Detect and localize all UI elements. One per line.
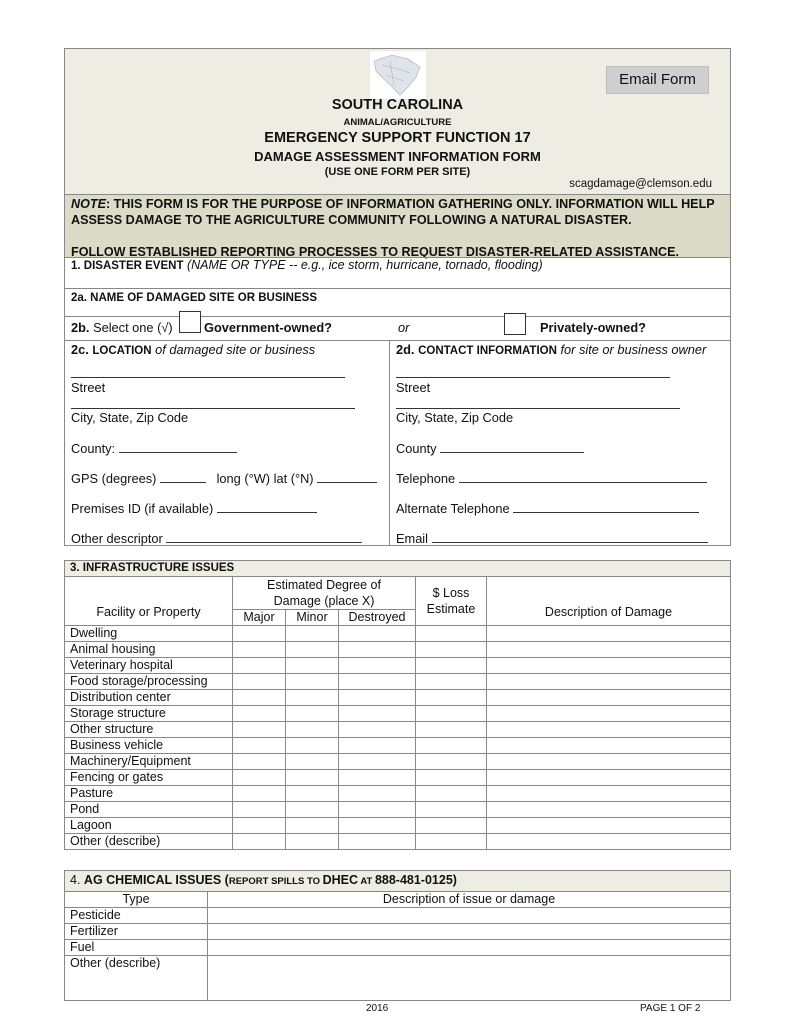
government-owned-checkbox[interactable] (179, 311, 201, 333)
description-cell[interactable] (487, 658, 731, 674)
infrastructure-row (65, 674, 731, 690)
facility-label: Food storage/processing (65, 674, 233, 690)
gps-input[interactable] (160, 470, 206, 483)
infrastructure-row (65, 738, 731, 754)
minor-cell[interactable] (286, 690, 339, 706)
chemical-row (65, 940, 731, 956)
col-minor: Minor (286, 610, 339, 626)
minor-cell[interactable] (286, 658, 339, 674)
chemical-description-cell[interactable] (208, 956, 731, 1001)
form-title: DAMAGE ASSESSMENT INFORMATION FORM (254, 149, 541, 164)
note-text: : THIS FORM IS FOR THE PURPOSE OF INFORMATION GATHERING ONLY. INFORMATION WILL HELP ASSESS DAMAGE TO THE AGRICULTURE COMMUNITY FOLLOWING A NATURAL DISASTER. (71, 197, 715, 227)
location-county-label: County: (71, 441, 116, 456)
alt-telephone-input[interactable] (513, 500, 699, 513)
description-cell[interactable] (487, 642, 731, 658)
loss-cell[interactable] (416, 626, 487, 642)
facility-label: Business vehicle (65, 738, 233, 754)
minor-cell[interactable] (286, 834, 339, 850)
description-cell[interactable] (487, 834, 731, 850)
facility-label: Storage structure (65, 706, 233, 722)
loss-cell[interactable] (416, 674, 487, 690)
note-section (64, 194, 731, 258)
location-label: LOCATION (92, 345, 152, 357)
form-instruction: (USE ONE FORM PER SITE) (324, 166, 471, 178)
facility-label: Other (describe) (65, 834, 233, 850)
state-title: SOUTH CAROLINA (331, 97, 464, 113)
description-cell[interactable] (487, 626, 731, 642)
chemical-description-cell[interactable] (208, 924, 731, 940)
infrastructure-row (65, 818, 731, 834)
description-cell[interactable] (487, 818, 731, 834)
facility-label: Pond (65, 802, 233, 818)
description-cell[interactable] (487, 690, 731, 706)
col-facility: Facility or Property (65, 577, 233, 626)
chemical-row (65, 956, 731, 1001)
minor-cell[interactable] (286, 674, 339, 690)
contact-hint: for site or business owner (560, 342, 707, 357)
major-cell[interactable] (233, 722, 286, 738)
chemical-row (65, 908, 731, 924)
destroyed-cell[interactable] (339, 786, 416, 802)
column-divider (389, 341, 390, 545)
government-owned-label: Government-owned? (204, 320, 332, 335)
premises-id-label: Premises ID (if available) (71, 501, 214, 516)
col-major: Major (233, 610, 286, 626)
loss-cell[interactable] (416, 690, 487, 706)
contact-county-input[interactable] (440, 440, 584, 453)
destroyed-cell[interactable] (339, 626, 416, 642)
contact-county-label: County (396, 441, 437, 456)
email-form-button[interactable]: Email Form (606, 66, 709, 94)
infrastructure-row (65, 642, 731, 658)
contact-street-label: Street (396, 380, 431, 395)
dhec-label: DHEC (322, 873, 359, 887)
loss-cell[interactable] (416, 786, 487, 802)
infrastructure-row (65, 626, 731, 642)
loss-cell[interactable] (416, 738, 487, 754)
contact-email-input[interactable] (432, 530, 708, 543)
or-label: or (398, 320, 410, 335)
telephone-input[interactable] (459, 470, 707, 483)
major-cell[interactable] (233, 770, 286, 786)
dhec-phone: 888-481-0125) (374, 873, 457, 887)
location-street-input[interactable] (71, 365, 345, 378)
note-label: NOTE (71, 197, 106, 211)
major-cell[interactable] (233, 642, 286, 658)
chemical-type-label: Pesticide (65, 908, 208, 924)
lat-input[interactable] (317, 470, 377, 483)
description-cell[interactable] (487, 754, 731, 770)
chemical-title-text: AG CHEMICAL ISSUES ( (83, 873, 229, 887)
location-contact-section (64, 340, 731, 546)
loss-cell[interactable] (416, 642, 487, 658)
chemical-type-label: Fuel (65, 940, 208, 956)
major-cell[interactable] (233, 674, 286, 690)
loss-cell[interactable] (416, 818, 487, 834)
gps-label: GPS (degrees) (71, 471, 157, 486)
disaster-event-field[interactable] (64, 257, 731, 289)
major-cell[interactable] (233, 754, 286, 770)
ownership-select-label: Select one (√) (93, 320, 173, 335)
destroyed-cell[interactable] (339, 722, 416, 738)
minor-cell[interactable] (286, 754, 339, 770)
site-name-field[interactable] (64, 288, 731, 317)
col-type: Type (65, 892, 208, 908)
function-title: EMERGENCY SUPPORT FUNCTION 17 (264, 130, 531, 146)
other-descriptor-label: Other descriptor (71, 531, 163, 546)
chemical-description-cell[interactable] (208, 940, 731, 956)
south-carolina-map-logo (370, 51, 426, 99)
minor-cell[interactable] (286, 626, 339, 642)
privately-owned-label: Privately-owned? (540, 320, 646, 335)
disaster-event-label: 1. DISASTER EVENT (71, 260, 184, 272)
infrastructure-row (65, 834, 731, 850)
destroyed-cell[interactable] (339, 690, 416, 706)
site-name-label: 2a. NAME OF DAMAGED SITE OR BUSINESS (71, 292, 318, 304)
facility-label: Veterinary hospital (65, 658, 233, 674)
minor-cell[interactable] (286, 818, 339, 834)
loss-cell[interactable] (416, 834, 487, 850)
footer-page: PAGE 1 OF 2 (640, 1003, 701, 1014)
infrastructure-title: 3. INFRASTRUCTURE ISSUES (65, 561, 731, 577)
loss-cell[interactable] (416, 658, 487, 674)
major-cell[interactable] (233, 738, 286, 754)
loss-cell[interactable] (416, 754, 487, 770)
chemical-type-label: Other (describe) (65, 956, 208, 1001)
major-cell[interactable] (233, 626, 286, 642)
minor-cell[interactable] (286, 642, 339, 658)
destroyed-cell[interactable] (339, 674, 416, 690)
minor-cell[interactable] (286, 706, 339, 722)
follow-text: FOLLOW ESTABLISHED REPORTING PROCESSES TO REQUEST DISASTER-RELATED ASSISTANCE. (71, 245, 680, 259)
premises-id-input[interactable] (217, 500, 317, 513)
footer-year: 2016 (366, 1003, 389, 1014)
description-cell[interactable] (487, 786, 731, 802)
infrastructure-row (65, 802, 731, 818)
alt-telephone-label: Alternate Telephone (396, 501, 510, 516)
major-cell[interactable] (233, 706, 286, 722)
facility-label: Animal housing (65, 642, 233, 658)
facility-label: Dwelling (65, 626, 233, 642)
contact-num: 2d. (396, 342, 415, 357)
contact-city-label: City, State, Zip Code (396, 410, 514, 425)
infrastructure-row (65, 770, 731, 786)
infrastructure-row (65, 658, 731, 674)
minor-cell[interactable] (286, 738, 339, 754)
form-header (64, 48, 731, 195)
destroyed-cell[interactable] (339, 642, 416, 658)
description-cell[interactable] (487, 802, 731, 818)
chemical-note: REPORT SPILLS TO (228, 876, 323, 887)
description-cell[interactable] (487, 706, 731, 722)
chemical-num: 4. (70, 873, 81, 887)
other-descriptor-input[interactable] (166, 530, 362, 543)
ownership-num: 2b. (71, 320, 90, 335)
facility-label: Pasture (65, 786, 233, 802)
minor-cell[interactable] (286, 802, 339, 818)
disaster-event-hint: (NAME OR TYPE -- e.g., ice storm, hurricane, tornado, flooding) (186, 258, 543, 272)
destroyed-cell[interactable] (339, 658, 416, 674)
description-cell[interactable] (487, 722, 731, 738)
description-cell[interactable] (487, 770, 731, 786)
location-street-label: Street (71, 380, 106, 395)
ownership-row (64, 316, 731, 341)
major-cell[interactable] (233, 802, 286, 818)
infrastructure-row (65, 706, 731, 722)
minor-cell[interactable] (286, 786, 339, 802)
contact-city-input[interactable] (396, 396, 680, 409)
contact-email-label: Email (396, 531, 428, 546)
subtitle: ANIMAL/AGRICULTURE (343, 117, 452, 128)
infrastructure-row (65, 786, 731, 802)
chemical-title (65, 871, 731, 892)
location-hint: of damaged site or business (155, 342, 316, 357)
col-degree: Estimated Degree of Damage (place X) (233, 577, 416, 610)
col-description: Description of Damage (487, 577, 731, 626)
infrastructure-table (64, 560, 731, 850)
major-cell[interactable] (233, 690, 286, 706)
location-county-input[interactable] (119, 440, 237, 453)
destroyed-cell[interactable] (339, 818, 416, 834)
description-cell[interactable] (487, 674, 731, 690)
facility-label: Other structure (65, 722, 233, 738)
destroyed-cell[interactable] (339, 802, 416, 818)
chemical-description-cell[interactable] (208, 908, 731, 924)
location-city-input[interactable] (71, 396, 355, 409)
chemical-row (65, 924, 731, 940)
infrastructure-row (65, 690, 731, 706)
col-issue-description: Description of issue or damage (208, 892, 731, 908)
loss-cell[interactable] (416, 802, 487, 818)
infrastructure-row (65, 754, 731, 770)
destroyed-cell[interactable] (339, 738, 416, 754)
minor-cell[interactable] (286, 722, 339, 738)
destroyed-cell[interactable] (339, 754, 416, 770)
major-cell[interactable] (233, 786, 286, 802)
long-lat-label: long (°W) lat (°N) (216, 471, 314, 486)
destroyed-cell[interactable] (339, 834, 416, 850)
chemical-at: AT (358, 876, 375, 887)
col-destroyed: Destroyed (339, 610, 416, 626)
destroyed-cell[interactable] (339, 770, 416, 786)
location-city-label: City, State, Zip Code (71, 410, 189, 425)
telephone-label: Telephone (396, 471, 456, 486)
loss-cell[interactable] (416, 770, 487, 786)
major-cell[interactable] (233, 658, 286, 674)
chemical-type-label: Fertilizer (65, 924, 208, 940)
destroyed-cell[interactable] (339, 706, 416, 722)
major-cell[interactable] (233, 818, 286, 834)
contact-street-input[interactable] (396, 365, 670, 378)
facility-label: Distribution center (65, 690, 233, 706)
facility-label: Machinery/Equipment (65, 754, 233, 770)
loss-cell[interactable] (416, 722, 487, 738)
location-num: 2c. (71, 342, 89, 357)
contact-label: CONTACT INFORMATION (418, 345, 557, 357)
major-cell[interactable] (233, 834, 286, 850)
chemical-table (64, 870, 731, 1001)
facility-label: Lagoon (65, 818, 233, 834)
privately-owned-checkbox[interactable] (504, 313, 526, 335)
description-cell[interactable] (487, 738, 731, 754)
loss-cell[interactable] (416, 706, 487, 722)
facility-label: Fencing or gates (65, 770, 233, 786)
contact-email[interactable]: scagdamage@clemson.edu (569, 178, 712, 190)
infrastructure-row (65, 722, 731, 738)
col-loss: $ Loss Estimate (416, 577, 487, 626)
minor-cell[interactable] (286, 770, 339, 786)
